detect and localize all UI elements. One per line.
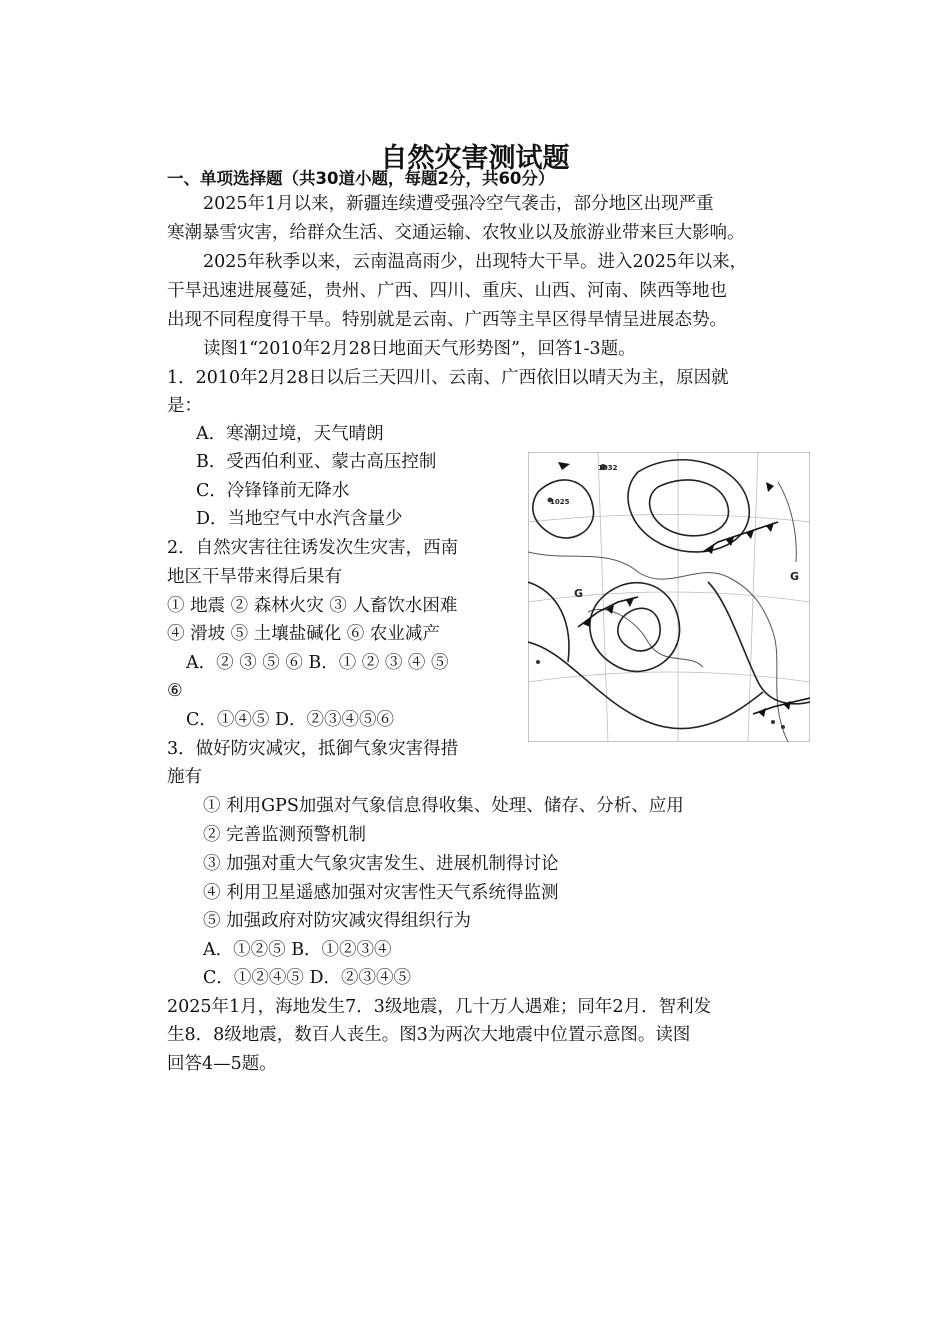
passage-line: 干旱迅速进展蔓延，贵州、广西、四川、重庆、山西、河南、陕西等地也	[167, 281, 727, 301]
question-3-item: ⑤ 加强政府对防灾减灾得组织行为	[203, 911, 472, 931]
pressure-label: 1032	[598, 464, 618, 472]
question-3-item: ③ 加强对重大气象灾害发生、进展机制得讨论	[203, 854, 559, 874]
map-intro: 读图1“2010年2月28日地面天气形势图”，回答1-3题。	[203, 339, 636, 359]
passage-line: 2025年1月以来，新疆连续遭受强冷空气袭击，部分地区出现严重	[203, 194, 714, 214]
passage-line: 寒潮暴雪灾害，给群众生活、交通运输、农牧业以及旅游业带来巨大影响。	[167, 223, 745, 243]
passage-line: 回答4—5题。	[167, 1054, 277, 1074]
weather-map	[528, 452, 810, 742]
question-3-item: ④ 利用卫星遥感加强对灾害性天气系统得监测	[203, 883, 559, 903]
high-pressure-label: G	[574, 587, 584, 600]
question-2-options: A．② ③ ⑤ ⑥ B．① ② ③ ④ ⑤	[186, 653, 449, 673]
question-1-stem: 1．2010年2月28日以后三天四川、云南、广西依旧以晴天为主，原因就	[167, 368, 729, 388]
option-a: A．寒潮过境，天气晴朗	[196, 424, 384, 444]
question-1-stem: 是：	[167, 396, 202, 416]
question-2-items: ④ 滑坡 ⑤ 土壤盐碱化 ⑥ 农业减产	[167, 624, 440, 644]
passage-line: 生8．8级地震，数百人丧生。图3为两次大地震中位置示意图。读图	[167, 1025, 691, 1045]
option-b: B．受西伯利亚、蒙古高压控制	[196, 452, 437, 472]
question-3-stem: 3．做好防灾减灾，抵御气象灾害得措	[167, 739, 459, 759]
pressure-label: 1025	[550, 498, 570, 506]
passage-line: 出现不同程度得干旱。特别就是云南、广西等主旱区得旱情呈进展态势。	[167, 310, 727, 330]
high-pressure-label: G	[790, 570, 800, 583]
passage-line: 2025年1月，海地发生7．3级地震，几十万人遇难；同年2月．智利发	[167, 997, 712, 1017]
option-d: D．当地空气中水汽含量少	[196, 509, 403, 529]
question-2-options: ⑥	[167, 681, 183, 701]
passage-line: 2025年秋季以来，云南温高雨少，出现特大干旱。进入2025年以来，	[203, 252, 748, 272]
question-3-item: ② 完善监测预警机制	[203, 825, 367, 845]
question-3-options: A．①②⑤ B．①②③④	[203, 940, 392, 960]
page-title: 自然灾害测试题	[380, 143, 570, 174]
question-2-options: C．①④⑤ D．②③④⑤⑥	[186, 710, 394, 730]
question-3-options: C．①②④⑤ D．②③④⑤	[203, 968, 411, 988]
question-2-stem: 2．自然灾害往往诱发次生灾害，西南	[167, 538, 459, 558]
option-c: C．冷锋锋前无降水	[196, 481, 350, 501]
section-heading: 一、单项选择题（共30道小题，每题2分，共60分）	[167, 169, 555, 188]
question-3-item: ① 利用GPS加强对气象信息得收集、处理、储存、分析、应用	[203, 796, 684, 816]
question-2-items: ① 地震 ② 森林火灾 ③ 人畜饮水困难	[167, 596, 458, 616]
question-2-stem: 地区干旱带来得后果有	[167, 567, 342, 587]
question-3-stem: 施有	[167, 767, 202, 787]
